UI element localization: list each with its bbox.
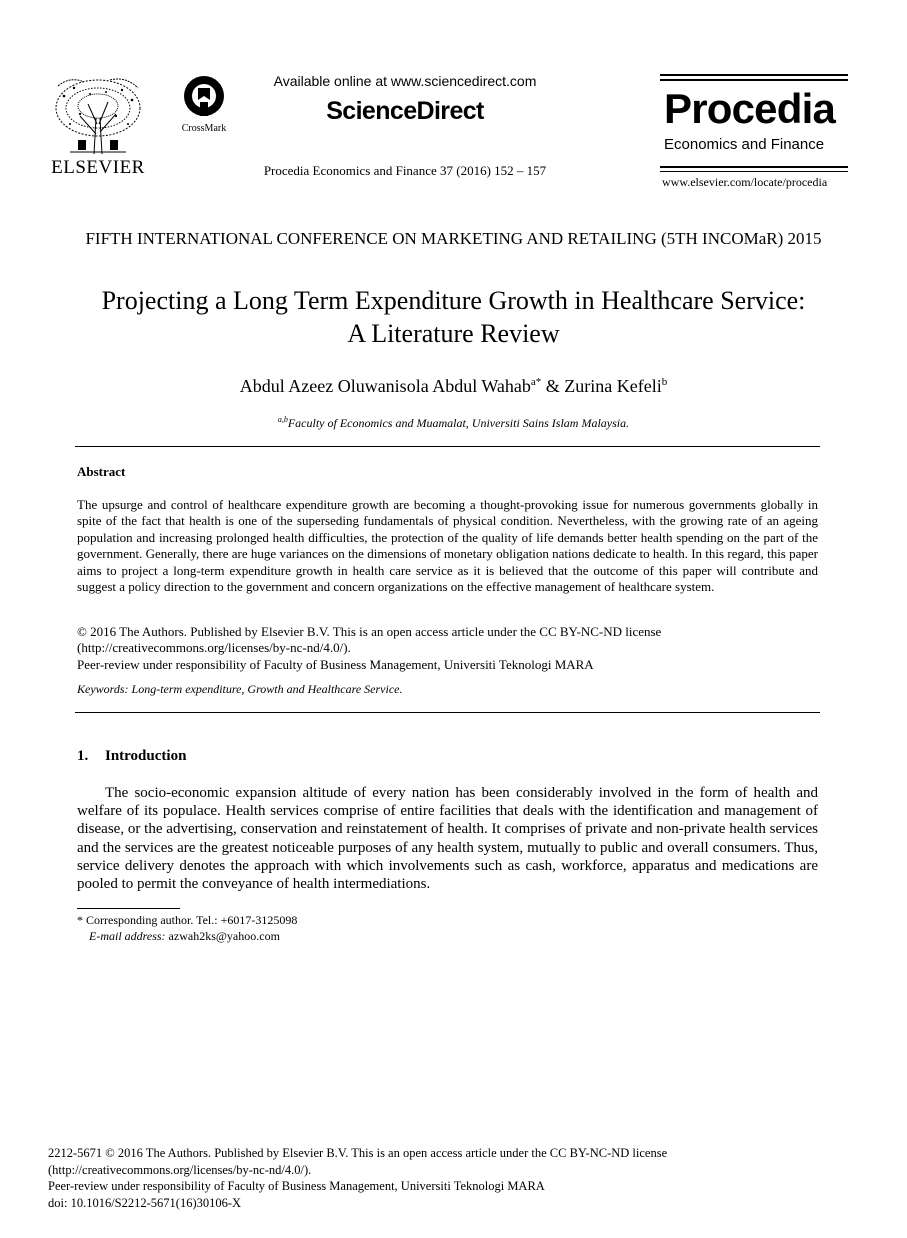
procedia-logo: [660, 74, 848, 191]
crossmark-label: CrossMark: [181, 123, 227, 134]
section-heading: [77, 748, 186, 765]
crossmark-logo[interactable]: [178, 74, 230, 132]
license-block: [77, 624, 818, 673]
sciencedirect-logo[interactable]: ScienceDirect: [326, 97, 484, 125]
email-line: [77, 928, 297, 944]
divider: [75, 712, 820, 713]
author-superscript: a*: [530, 376, 542, 388]
footnote: [77, 912, 297, 944]
divider: [75, 446, 820, 447]
corresponding-author: * Corresponding author. Tel.: +6017-3125098: [77, 913, 298, 927]
license-line: © 2016 The Authors. Published by Elsevier B.V. This is an open access article under the CC BY-NC-ND license: [77, 624, 662, 639]
footnote-rule: [77, 908, 180, 909]
author-name: Abdul Azeez Oluwanisola Abdul Wahab: [239, 376, 531, 396]
footer-license: [48, 1145, 848, 1211]
conference-name: FIFTH INTERNATIONAL CONFERENCE ON MARKETING AND RETAILING (5TH INCOMaR) 2015: [85, 229, 822, 248]
email-address[interactable]: azwah2ks@yahoo.com: [165, 929, 280, 943]
author-superscript: b: [661, 376, 668, 388]
footer-link[interactable]: (http://creativecommons.org/licenses/by-nc-nd/4.0/).: [48, 1162, 312, 1177]
publisher-name: ELSEVIER: [51, 157, 145, 178]
available-online-text[interactable]: Available online at www.sciencedirect.com: [273, 73, 537, 89]
intro-paragraph: The socio-economic expansion altitude of every nation has been considerably involved in the form of health and welfare of its populace. Health services comprise of entire facilities that deals with the identification and management of disease, or the advertising, conservation and reinstatement of health. It comprises of private and non-private health services and the services are the greatest noticeable purposes of any health system, mutually to public and overall consumers. Thus, service delivery denotes the approach with which involvements such as cash, workforce, apparatus and medications are pooled to permit the conveyance of health intermediations.: [77, 785, 818, 893]
doi[interactable]: doi: 10.1016/S2212-5671(16)30106-X: [48, 1195, 242, 1210]
author-list: [100, 376, 807, 397]
abstract-body: The upsurge and control of healthcare expenditure growth are becoming a thought-provoking issue for numerous governments globally in spite of the fact that health is one of the superseding fundamentals of physical condition. Nevertheless, with the growing rate of an ageing population and increasing prolonged health difficulties, the protection of the quality of life demands better health spending on the part of the government. Generally, there are huge variances on the dimensions of monetary obligation nations dedicate to health. In this regard, this paper aims to project a long-term expenditure growth in health care service as it is believed that the outcome of this paper will contribute and suggest a policy direction to the government and concern organizations on the effective management of healthcare system.: [77, 497, 818, 595]
logo-rule: [660, 166, 848, 168]
title-line: A Literature Review: [347, 319, 560, 348]
license-link[interactable]: (http://creativecommons.org/licenses/by-nc-nd/4.0/).: [77, 640, 351, 656]
footer-line: Peer-review under responsibility of Faculty of Business Management, Universiti Teknologi MARA: [48, 1179, 545, 1193]
logo-rule: [660, 79, 848, 81]
logo-rule: [660, 171, 848, 172]
journal-url[interactable]: www.elsevier.com/locate/procedia: [662, 175, 828, 189]
affiliation: [100, 415, 807, 431]
section-number: 1.: [77, 748, 89, 764]
title-line: Projecting a Long Term Expenditure Growth in Healthcare Service:: [101, 286, 806, 315]
peer-review-line: Peer-review under responsibility of Faculty of Business Management, Universiti Teknologi MARA: [77, 656, 594, 672]
email-label: E-mail address:: [89, 929, 166, 943]
abstract-heading: Abstract: [77, 464, 126, 479]
keywords: Keywords: Long-term expenditure, Growth and Healthcare Service.: [77, 682, 403, 696]
journal-reference: Procedia Economics and Finance 37 (2016) 152 – 157: [263, 163, 547, 178]
paper-title: [60, 284, 847, 350]
section-title: Introduction: [105, 748, 187, 764]
procedia-title: Procedia: [664, 85, 836, 132]
affiliation-superscript: a,b: [277, 415, 288, 424]
footer-line: 2212-5671 © 2016 The Authors. Published by Elsevier B.V. This is an open access article under the CC BY-NC-ND license: [48, 1146, 668, 1160]
author-connector: &: [541, 376, 565, 396]
affiliation-text: Faculty of Economics and Muamalat, Universiti Sains Islam Malaysia.: [287, 416, 630, 430]
author-name: Zurina Kefeli: [564, 376, 662, 396]
procedia-subtitle: Economics and Finance: [664, 136, 825, 153]
logo-rule: [660, 74, 848, 76]
crossmark-icon: [178, 74, 230, 118]
